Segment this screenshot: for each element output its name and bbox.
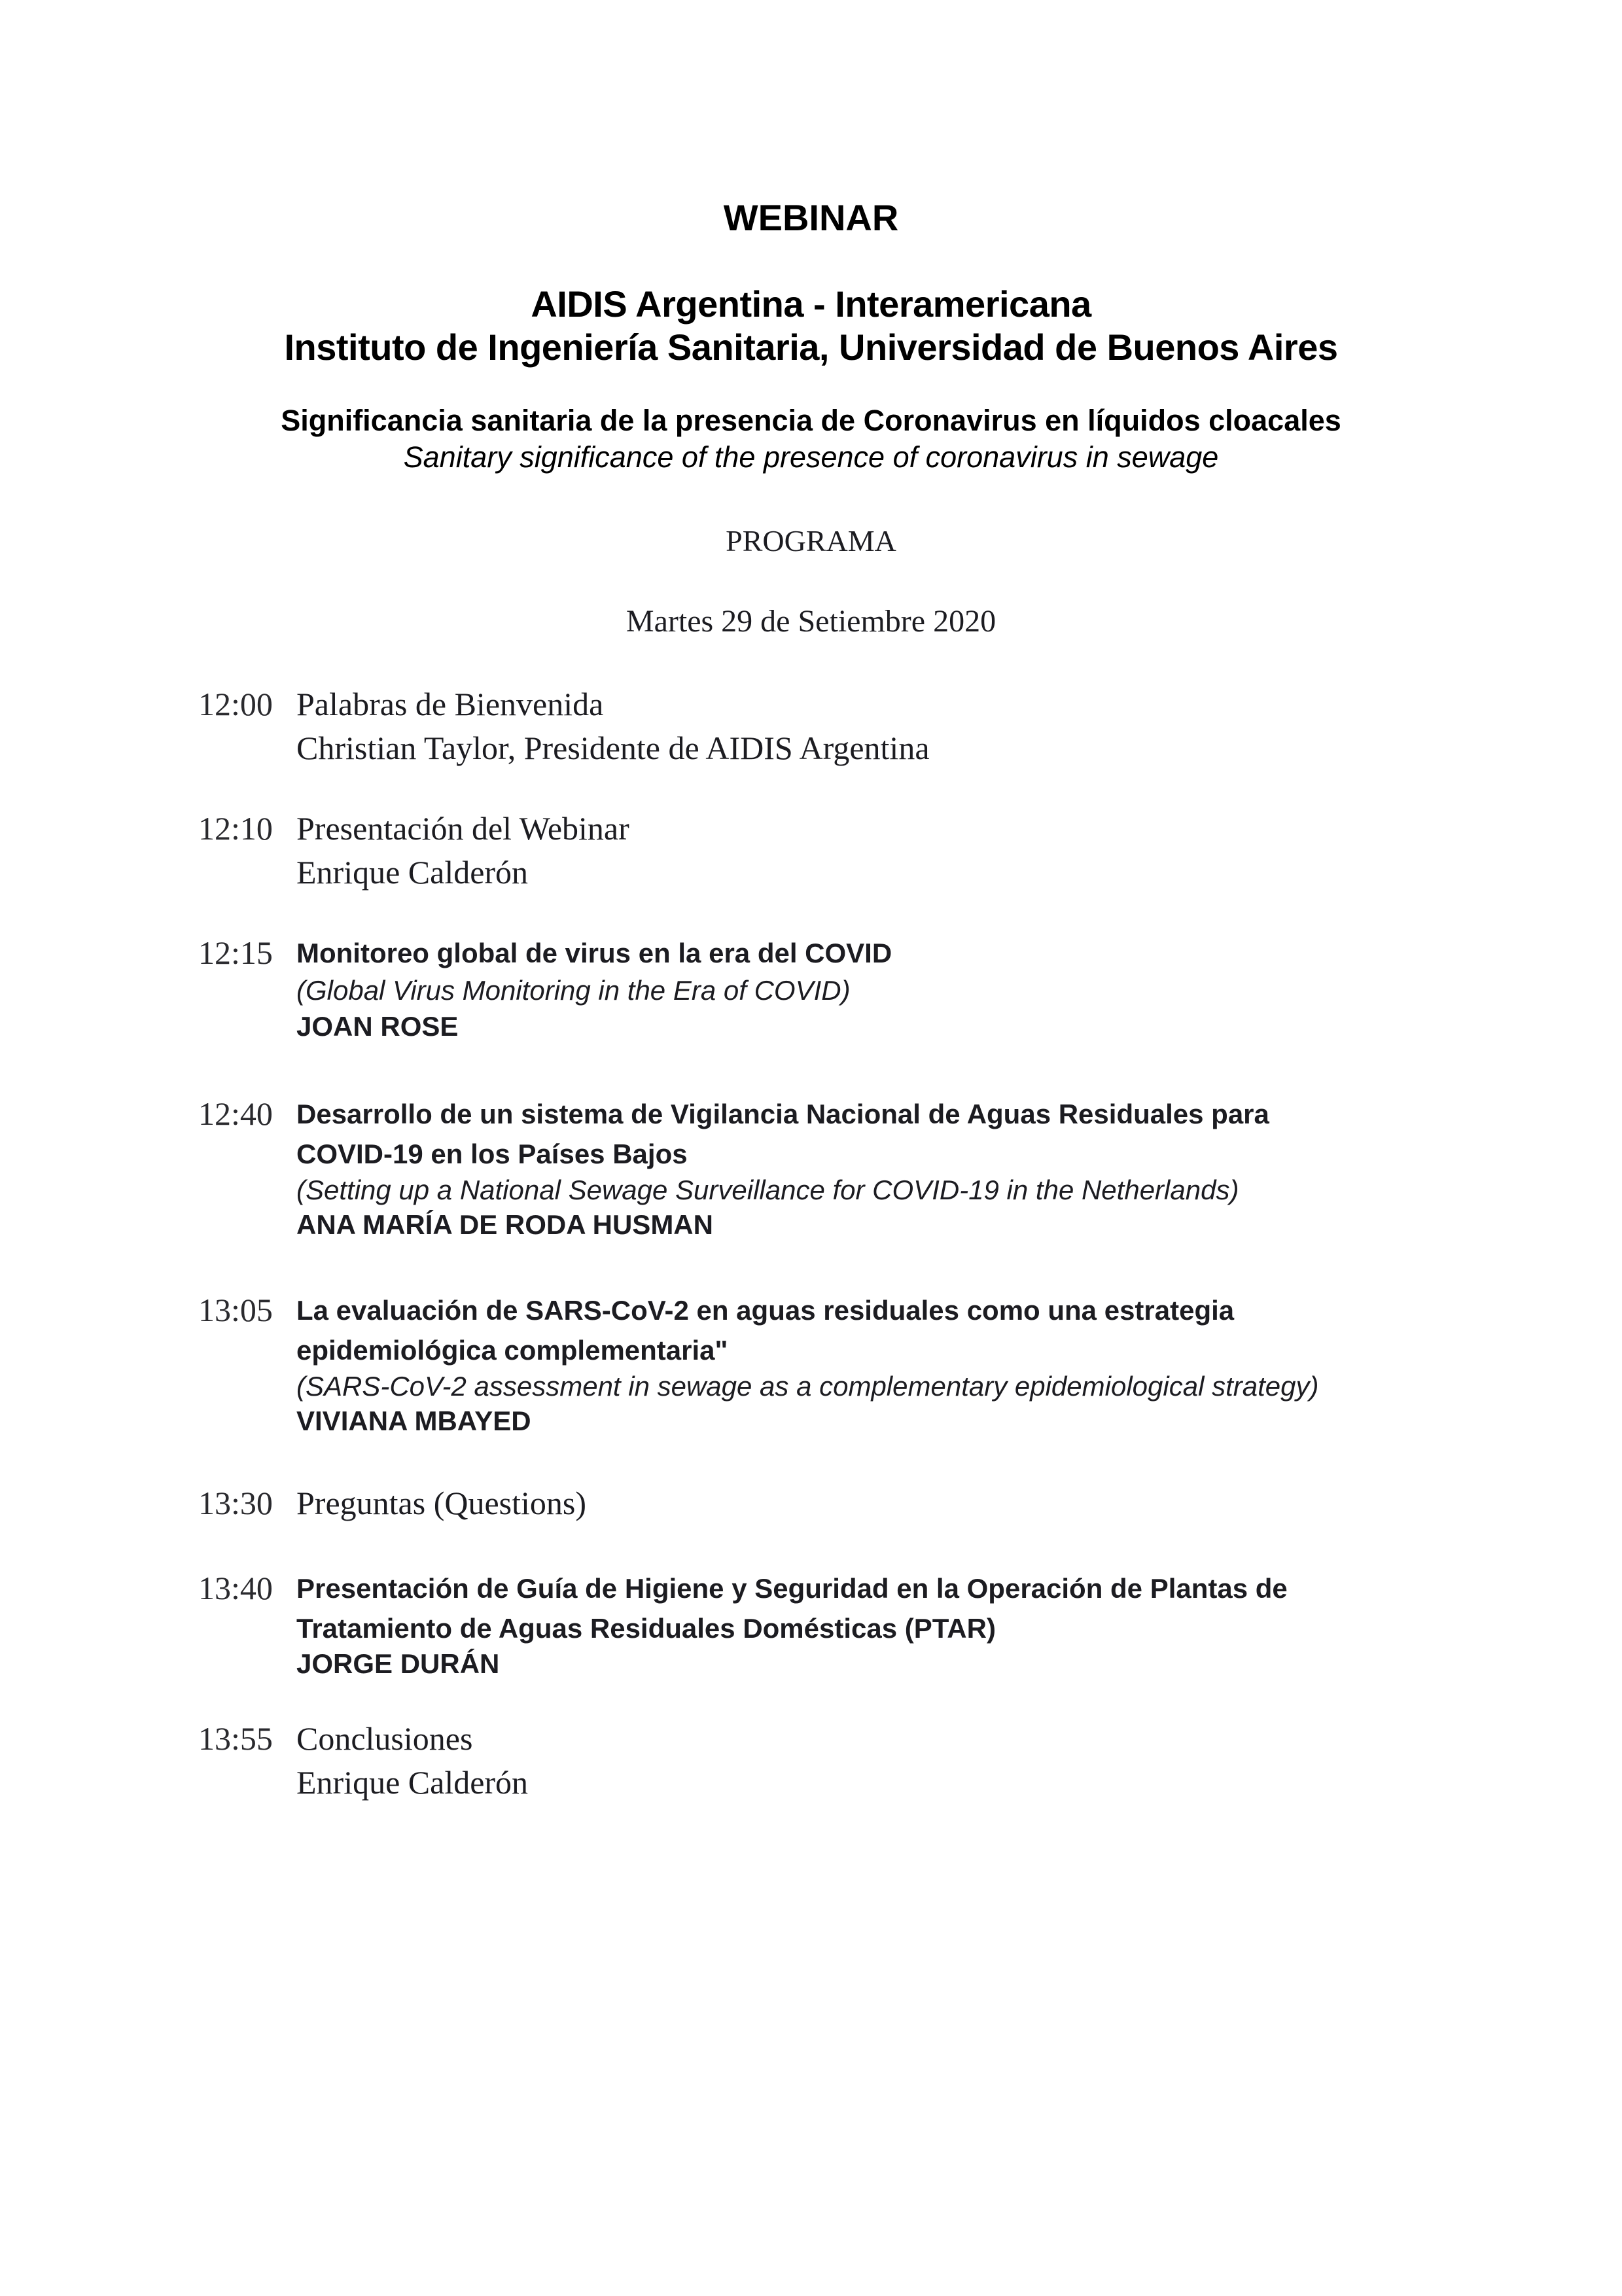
- program-title-line-1: Presentación de Guía de Higiene y Seguridad en la Operación de Plantas de: [296, 1573, 1288, 1604]
- program-speaker: Enrique Calderón: [296, 1764, 529, 1801]
- program-time: 12:10: [198, 810, 273, 847]
- program-speaker: ANA MARÍA DE RODA HUSMAN: [296, 1209, 713, 1240]
- program-time: 13:55: [198, 1720, 273, 1757]
- program-title-line-1: La evaluación de SARS-CoV-2 en aguas residuales como una estrategia: [296, 1295, 1235, 1326]
- program-title: Presentación del Webinar: [296, 810, 629, 847]
- webinar-title-en: Sanitary significance of the presence of coronavirus in sewage: [403, 440, 1219, 474]
- program-time: 13:05: [198, 1292, 273, 1328]
- program-translation: (SARS-CoV-2 assessment in sewage as a complementary epidemiological strategy): [296, 1371, 1319, 1402]
- program-time: 12:15: [198, 934, 273, 971]
- program-title-line-2: COVID-19 en los Países Bajos: [296, 1139, 688, 1169]
- program-speaker: Enrique Calderón: [296, 854, 529, 891]
- program-speaker: JORGE DURÁN: [296, 1648, 500, 1679]
- program-translation: (Global Virus Monitoring in the Era of COVID): [296, 975, 851, 1006]
- program-speaker: Christian Taylor, Presidente de AIDIS Argentina: [296, 730, 930, 766]
- program-title-suffix: (Questions): [433, 1485, 587, 1521]
- webinar-title-es: Significancia sanitaria de la presencia de Coronavirus en líquidos cloacales: [281, 404, 1341, 437]
- event-type-heading: WEBINAR: [723, 197, 899, 238]
- program-time: 13:30: [198, 1485, 273, 1521]
- program-title: Palabras de Bienvenida: [296, 686, 604, 722]
- program-title: [296, 1484, 586, 1522]
- program-title-line-2: epidemiológica complementaria": [296, 1335, 728, 1366]
- organization-line-2: Instituto de Ingeniería Sanitaria, Universidad de Buenos Aires: [284, 327, 1338, 368]
- program-title-text: Preguntas: [296, 1485, 426, 1521]
- organization-line-1: AIDIS Argentina - Interamericana: [531, 283, 1091, 325]
- program-speaker: JOAN ROSE: [296, 1011, 459, 1042]
- program-time: 13:40: [198, 1570, 273, 1606]
- program-section-label: PROGRAMA: [726, 524, 896, 557]
- program-time: 12:00: [198, 686, 273, 722]
- event-date: Martes 29 de Setiembre 2020: [626, 604, 996, 639]
- program-time: 12:40: [198, 1095, 273, 1132]
- program-translation: (Setting up a National Sewage Surveillance for COVID-19 in the Netherlands): [296, 1174, 1239, 1205]
- program-title: Monitoreo global de virus en la era del COVID: [296, 938, 892, 968]
- program-title-line-2: Tratamiento de Aguas Residuales Domésticas (PTAR): [296, 1613, 996, 1644]
- program-title-line-1: Desarrollo de un sistema de Vigilancia Nacional de Aguas Residuales para: [296, 1099, 1269, 1129]
- program-title: Conclusiones: [296, 1720, 473, 1757]
- program-speaker: VIVIANA MBAYED: [296, 1405, 531, 1436]
